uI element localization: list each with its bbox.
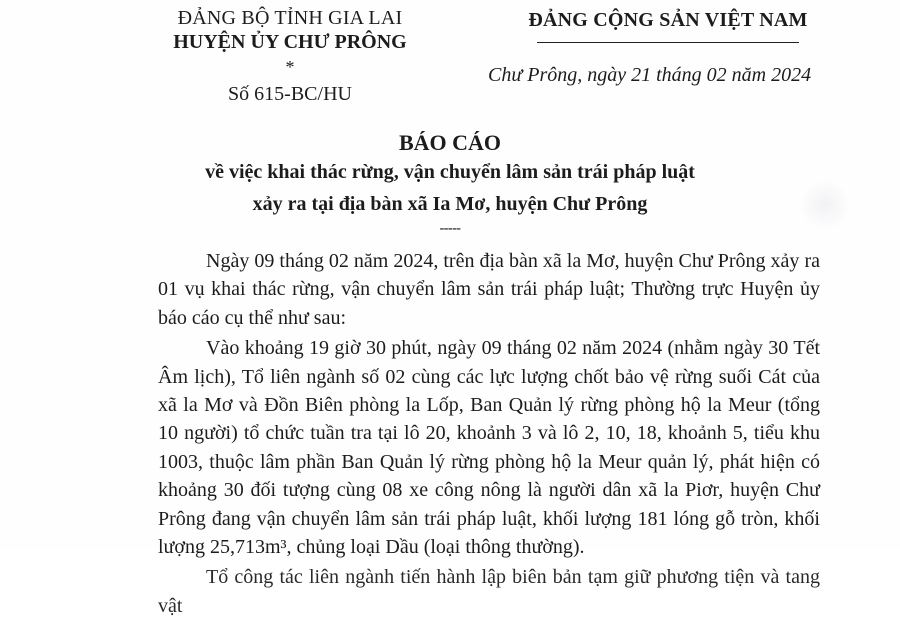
national-motto: ĐẢNG CỘNG SẢN VIỆT NAM xyxy=(528,9,808,31)
body-paragraph: Ngày 09 tháng 02 năm 2024, trên địa bàn xã la Mơ, huyện Chư Prông xảy ra 01 vụ khai thác rừng, vận chuyển lâm sản trái pháp luật; Thường trực Huyện ủy báo cáo cụ thể như sau: xyxy=(158,250,820,329)
body-paragraph: Vào khoảng 19 giờ 30 phút, ngày 09 tháng 02 năm 2024 (nhằm ngày 30 Tết Âm lịch), Tổ liên ngành số 02 cùng các lực lượng chốt bảo vệ rừng suối Cát của xã la Mơ và Đồn Biên phòng la Lốp, Ban Quản lý rừng phòng hộ la Meur (tổng 10 người) tổ chức tuần tra tại lô 20, khoảnh 3 và lô 2, 10, 18, khoảnh 5, tiểu khu 1003, thuộc lâm phần Ban Quản lý rừng phòng hộ la Meur quản lý, phát hiện có khoảng 30 đối tượng cùng 08 xe công nông là người dân xã la Piơr, huyện Chư Prông đang vận chuyển lâm sản trái pháp luật, khối lượng 181 lóng gỗ tròn, khối lượng 25,713m³, chủng loại Dầu (loại thông thường). xyxy=(158,337,820,559)
title-separator: ----- xyxy=(439,221,461,236)
place-and-date: Chư Prông, ngày 21 tháng 02 năm 2024 xyxy=(488,64,812,86)
subject-line-1: về việc khai thác rừng, vận chuyển lâm sản trái pháp luật xyxy=(205,161,695,183)
national-header-block xyxy=(468,6,868,87)
issuing-authority-block xyxy=(160,6,420,106)
document-number: Số 615-BC/HU xyxy=(228,83,352,105)
header-underline xyxy=(537,42,799,43)
committee-name: HUYỆN ỦY CHƯ PRÔNG xyxy=(173,31,407,53)
document-body xyxy=(158,247,820,617)
body-paragraph-truncated: Tổ công tác liên ngành tiến hành lập biên bản tạm giữ phương tiện và tang vật xyxy=(158,566,820,617)
party-unit: ĐẢNG BỘ TỈNH GIA LAI xyxy=(177,7,403,29)
document-type: BÁO CÁO xyxy=(398,130,502,155)
scan-artifact xyxy=(800,180,850,230)
subject-line-2: xảy ra tại địa bàn xã Ia Mơ, huyện Chư Prông xyxy=(252,193,648,215)
star-separator: * xyxy=(285,57,295,77)
document-title-block xyxy=(150,130,750,236)
